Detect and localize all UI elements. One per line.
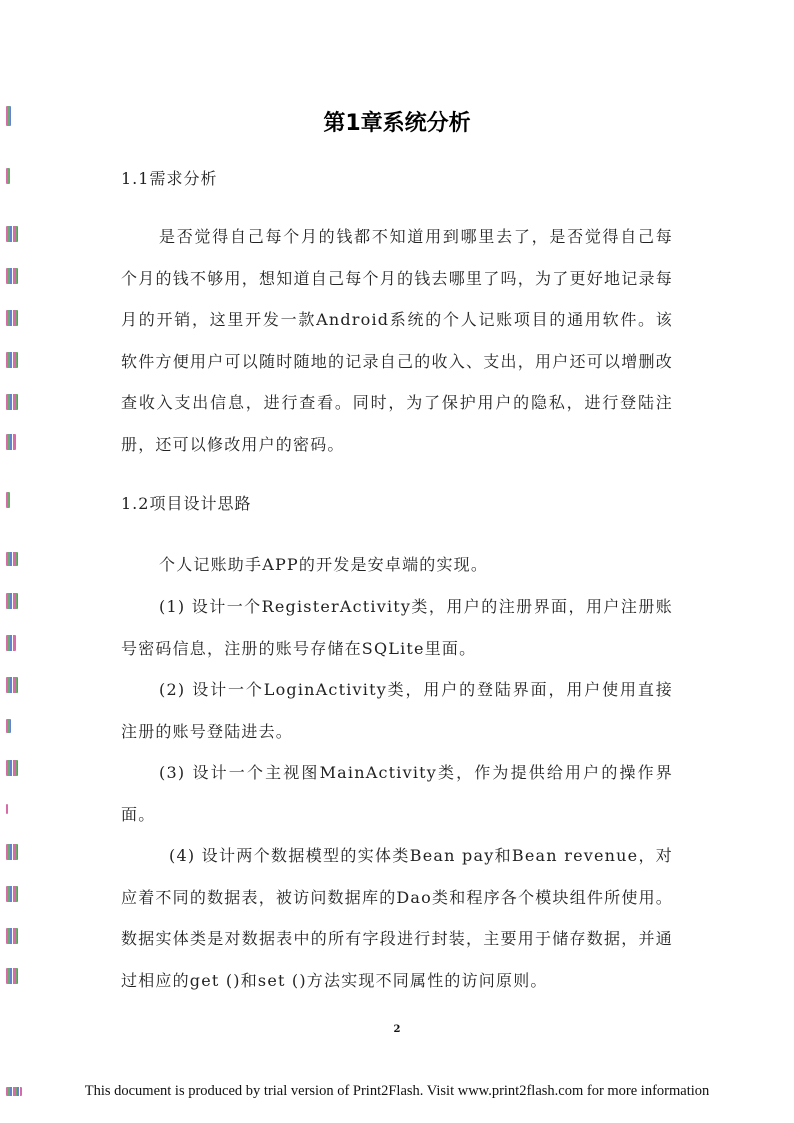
margin-artifact: [6, 310, 18, 326]
margin-artifact: [6, 394, 18, 410]
requirements-paragraph: 是否觉得自己每个月的钱都不知道用到哪里去了，是否觉得自己每个月的钱不够用，想知道自己每个月的钱去哪里了吗，为了更好地记录每月的开销，这里开发一款Android系统的个人记账项目的通用软件。该软件方便用户可以随时随地的记录自己的收入、支出，用户还可以增删改查收入支出信息，进行查看。同时，为了保护用户的隐私，进行登陆注册，还可以修改用户的密码。: [121, 227, 673, 454]
margin-artifact: [6, 844, 18, 860]
section-heading-1-1: 1.1需求分析: [121, 169, 218, 188]
margin-artifact: [6, 492, 10, 508]
margin-artifact: [6, 760, 18, 776]
trial-footer: This document is produced by trial version of Print2Flash. Visit www.print2flash.com for more information: [84, 1083, 710, 1099]
design-item-1: (1) 设计一个RegisterActivity类，用户的注册界面，用户注册账号密码信息，注册的账号存储在SQLite里面。: [121, 597, 673, 658]
margin-artifact: [6, 168, 10, 184]
margin-artifact: [6, 677, 18, 693]
margin-artifact: [6, 804, 8, 814]
chapter-title: 第1章系统分析: [323, 111, 471, 136]
margin-artifact: [6, 886, 18, 902]
margin-artifact: [6, 434, 16, 450]
margin-artifact: [6, 635, 16, 651]
margin-artifact: [6, 968, 18, 984]
design-intro: 个人记账助手APP的开发是安卓端的实现。: [159, 555, 489, 574]
margin-artifact: [6, 268, 18, 284]
margin-artifact: [6, 552, 18, 566]
page-number: 2: [393, 1024, 401, 1035]
margin-artifact: [6, 226, 18, 242]
margin-artifact: [6, 593, 18, 609]
margin-artifact: [6, 352, 18, 368]
margin-artifact: [6, 719, 11, 733]
section-heading-1-2: 1.2项目设计思路: [121, 494, 252, 513]
design-item-4: (4) 设计两个数据模型的实体类Bean pay和Bean revenue，对应着不同的数据表，被访问数据库的Dao类和程序各个模块组件所使用。数据实体类是对数据表中的所有字段进行封装，主要用于储存数据，并通过相应的get ()和set ()方法实现不同属性的访问原则。: [121, 846, 673, 990]
design-item-2: (2) 设计一个LoginActivity类，用户的登陆界面，用户使用直接注册的账号登陆进去。: [121, 680, 673, 741]
design-item-3: (3) 设计一个主视图MainActivity类，作为提供给用户的操作界面。: [121, 763, 673, 824]
margin-artifact: [6, 928, 18, 944]
